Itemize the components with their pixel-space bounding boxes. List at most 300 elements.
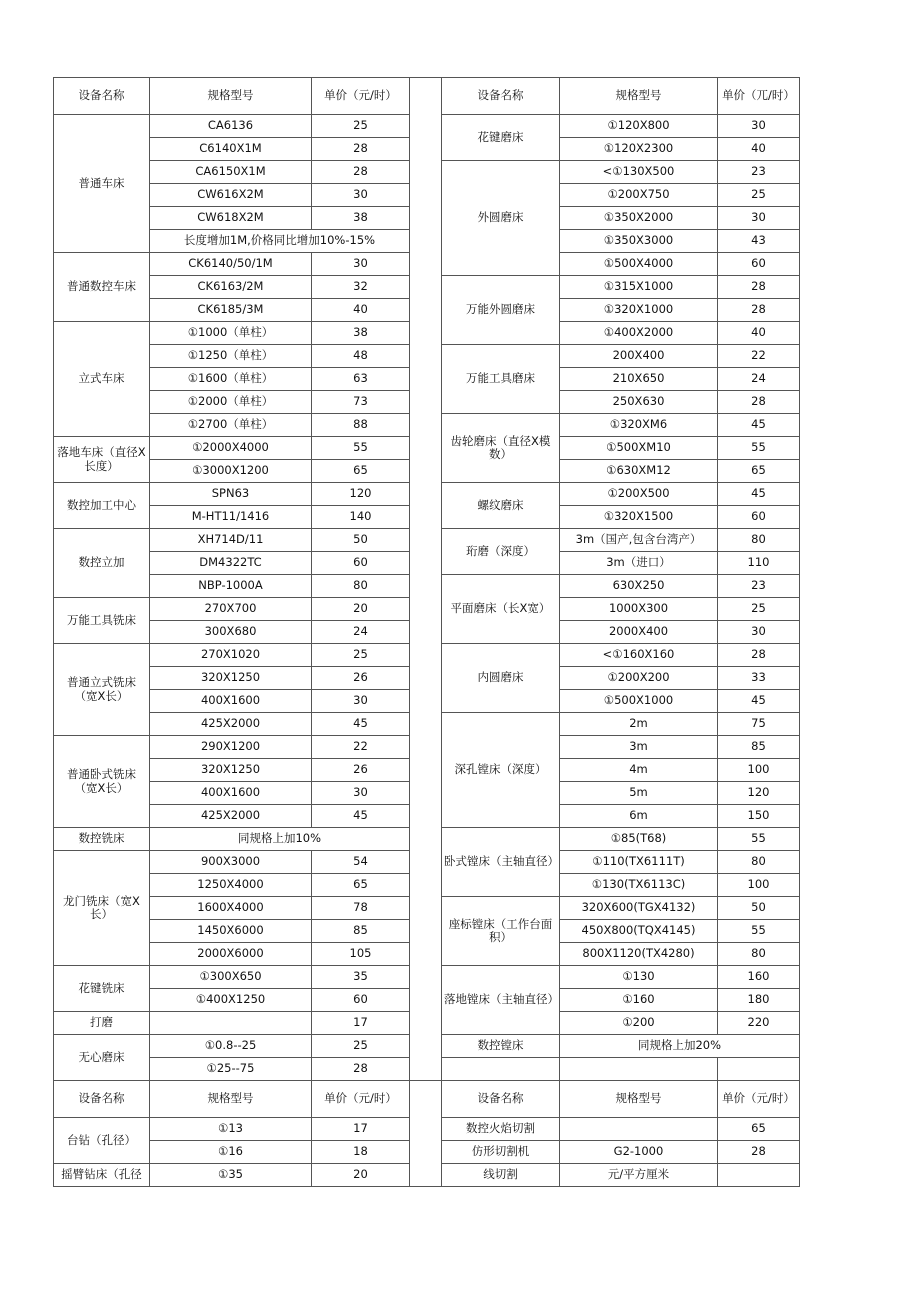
price-cell: 26 [312,759,410,782]
gap-column [410,575,442,598]
table-row [54,966,800,989]
gap-column [410,736,442,759]
price-cell: 40 [718,138,800,161]
table-row [54,759,800,782]
equipment-name: 万能工具磨床 [442,345,560,414]
spec-cell: 400X1600 [150,782,312,805]
spec-cell: 270X1020 [150,644,312,667]
price-cell: 40 [312,299,410,322]
price-cell: 60 [312,552,410,575]
table-row [54,1164,800,1187]
price-cell: 45 [718,690,800,713]
spec-cell: DM4322TC [150,552,312,575]
equipment-name: 螺纹磨床 [442,483,560,529]
empty-cell [718,1058,800,1081]
price-cell: 88 [312,414,410,437]
header-row [54,78,800,115]
price-cell: 30 [312,782,410,805]
table-row [54,874,800,897]
spec-cell: ①320XM6 [560,414,718,437]
gap-column [410,1012,442,1035]
table-row [54,276,800,299]
header-price: 单价（元/时） [718,1081,800,1118]
table-row [54,1118,800,1141]
price-cell: 23 [718,575,800,598]
spec-cell: <①160X160 [560,644,718,667]
gap-column [410,345,442,368]
header-name: 设备名称 [54,78,150,115]
equipment-name: 万能工具铣床 [54,598,150,644]
price-cell: 60 [718,253,800,276]
table-row [54,299,800,322]
price-cell: 30 [718,115,800,138]
spec-cell: ①200X200 [560,667,718,690]
spec-cell: 320X600(TGX4132) [560,897,718,920]
price-cell: 220 [718,1012,800,1035]
table-row [54,1012,800,1035]
spec-cell: ①1000（单柱） [150,322,312,345]
spec-cell: ①320X1000 [560,299,718,322]
equipment-name: 数控镗床 [442,1035,560,1058]
spec-cell: ①1250（单柱） [150,345,312,368]
header-name: 设备名称 [54,1081,150,1118]
equipment-name: 万能外圆磨床 [442,276,560,345]
spec-cell: 900X3000 [150,851,312,874]
table-row [54,713,800,736]
gap-column [410,920,442,943]
table-row [54,1035,800,1058]
spec-cell: 290X1200 [150,736,312,759]
gap-column [410,207,442,230]
spec-cell: C6140X1M [150,138,312,161]
gap-column [410,161,442,184]
gap-column [410,184,442,207]
spec-cell: ①130(TX6113C) [560,874,718,897]
price-cell: 23 [718,161,800,184]
gap-column [410,391,442,414]
price-cell: 18 [312,1141,410,1164]
spec-cell: 270X700 [150,598,312,621]
table-row [54,598,800,621]
price-cell: 100 [718,759,800,782]
gap-column [410,368,442,391]
table-row [54,483,800,506]
header-spec: 规格型号 [560,78,718,115]
price-cell: 30 [718,207,800,230]
spec-cell: XH714D/11 [150,529,312,552]
gap-column [410,759,442,782]
price-cell: 50 [312,529,410,552]
equipment-name: 齿轮磨床（直径X模数） [442,414,560,483]
price-cell: 28 [718,1141,800,1164]
table-row [54,1141,800,1164]
spec-cell: ①85(T68) [560,828,718,851]
equipment-name: 珩磨（深度） [442,529,560,575]
table-row [54,161,800,184]
price-cell: 25 [718,598,800,621]
price-cell: 38 [312,322,410,345]
price-cell: 80 [718,529,800,552]
note-cell: 同规格上加10% [150,828,410,851]
price-cell: 17 [312,1012,410,1035]
price-cell: 73 [312,391,410,414]
table-row [54,322,800,345]
table-row [54,943,800,966]
spec-cell: 250X630 [560,391,718,414]
spec-cell: ①130 [560,966,718,989]
spec-cell: 4m [560,759,718,782]
equipment-name: 数控铣床 [54,828,150,851]
price-cell: 75 [718,713,800,736]
spec-cell: CA6150X1M [150,161,312,184]
spec-cell: M-HT11/1416 [150,506,312,529]
spec-cell: 元/平方厘米 [560,1164,718,1187]
spec-cell: ①120X2300 [560,138,718,161]
header-name: 设备名称 [442,78,560,115]
price-cell: 45 [312,713,410,736]
header-spec: 规格型号 [560,1081,718,1118]
price-cell: 63 [312,368,410,391]
spec-cell: ①2000X4000 [150,437,312,460]
table-row [54,575,800,598]
spec-cell: ①35 [150,1164,312,1187]
header-row [54,1081,800,1118]
price-cell: 120 [312,483,410,506]
price-cell: 28 [312,161,410,184]
table-row [54,552,800,575]
spec-cell: ①500X4000 [560,253,718,276]
empty-cell [560,1058,718,1081]
table-row [54,805,800,828]
header-spec: 规格型号 [150,78,312,115]
spec-cell: <①130X500 [560,161,718,184]
equipment-name: 仿形切割机 [442,1141,560,1164]
spec-cell: ①400X2000 [560,322,718,345]
spec-cell: 2000X6000 [150,943,312,966]
spec-cell: 2000X400 [560,621,718,644]
table-row [54,253,800,276]
gap-column [410,552,442,575]
spec-cell: NBP-1000A [150,575,312,598]
spec-cell: ①200X500 [560,483,718,506]
table-row [54,391,800,414]
price-cell: 120 [718,782,800,805]
gap-column [410,529,442,552]
equipment-name: 座标镗床（工作台面积） [442,897,560,966]
equipment-name: 摇臂钻床（孔径 [54,1164,150,1187]
equipment-name: 线切割 [442,1164,560,1187]
price-cell: 140 [312,506,410,529]
price-cell: 38 [312,207,410,230]
equipment-name: 龙门铣床（宽X长） [54,851,150,966]
equipment-name: 打磨 [54,1012,150,1035]
gap-column [410,230,442,253]
equipment-name: 平面磨床（长X宽） [442,575,560,644]
price-cell: 25 [312,1035,410,1058]
spec-cell: 3m（进口） [560,552,718,575]
gap-column [410,437,442,460]
price-cell: 30 [312,253,410,276]
price-cell: 30 [312,690,410,713]
price-cell: 40 [718,322,800,345]
price-cell: 24 [312,621,410,644]
price-cell: 28 [312,1058,410,1081]
price-cell: 80 [718,851,800,874]
spec-cell: ①630XM12 [560,460,718,483]
price-cell: 80 [312,575,410,598]
price-cell: 26 [312,667,410,690]
price-cell: 85 [718,736,800,759]
price-cell [718,1164,800,1187]
price-cell: 85 [312,920,410,943]
gap-column [410,1081,442,1118]
price-cell: 20 [312,1164,410,1187]
gap-column [410,828,442,851]
spec-cell: ①13 [150,1118,312,1141]
price-cell: 60 [718,506,800,529]
price-cell: 65 [312,874,410,897]
price-cell: 54 [312,851,410,874]
spec-cell: CA6136 [150,115,312,138]
price-cell: 60 [312,989,410,1012]
header-spec: 规格型号 [150,1081,312,1118]
spec-cell: 400X1600 [150,690,312,713]
price-sheet [53,77,800,1187]
spec-cell: CW616X2M [150,184,312,207]
price-cell: 80 [718,943,800,966]
price-cell: 30 [312,184,410,207]
table-row [54,690,800,713]
spec-cell: ①200 [560,1012,718,1035]
table-row [54,989,800,1012]
spec-cell: 425X2000 [150,805,312,828]
table-row [54,345,800,368]
price-cell: 25 [718,184,800,207]
spec-cell: ①350X2000 [560,207,718,230]
note-cell: 长度增加1M,价格同比增加10%-15% [150,230,410,253]
equipment-name: 普通车床 [54,115,150,253]
price-cell: 24 [718,368,800,391]
spec-cell: ①16 [150,1141,312,1164]
gap-column [410,897,442,920]
gap-column [410,1035,442,1058]
spec-cell: 425X2000 [150,713,312,736]
gap-column [410,598,442,621]
spec-cell: ①120X800 [560,115,718,138]
spec-cell: 300X680 [150,621,312,644]
table-row [54,506,800,529]
price-cell: 160 [718,966,800,989]
equipment-name: 卧式镗床（主轴直径） [442,828,560,897]
gap-column [410,782,442,805]
table-row [54,621,800,644]
price-cell: 45 [312,805,410,828]
equipment-name: 普通数控车床 [54,253,150,322]
spec-cell: 1250X4000 [150,874,312,897]
table-row [54,184,800,207]
price-cell: 28 [718,299,800,322]
spec-cell: CK6140/50/1M [150,253,312,276]
spec-cell: CK6185/3M [150,299,312,322]
table-row [54,897,800,920]
spec-cell: ①110(TX6111T) [560,851,718,874]
table-row [54,207,800,230]
spec-cell: ①320X1500 [560,506,718,529]
spec-cell: 210X650 [560,368,718,391]
gap-column [410,506,442,529]
spec-cell: 320X1250 [150,667,312,690]
header-name: 设备名称 [442,1081,560,1118]
price-cell: 110 [718,552,800,575]
price-cell: 33 [718,667,800,690]
price-cell: 180 [718,989,800,1012]
table-row [54,460,800,483]
equipment-name: 数控火焰切割 [442,1118,560,1141]
spec-cell: 630X250 [560,575,718,598]
price-cell: 100 [718,874,800,897]
spec-cell: ①200X750 [560,184,718,207]
header-price: 单价（元/时） [312,78,410,115]
price-cell: 25 [312,644,410,667]
gap-column [410,874,442,897]
note-cell: 同规格上加20% [560,1035,800,1058]
gap-column [410,644,442,667]
price-cell: 65 [718,1118,800,1141]
gap-column [410,966,442,989]
spec-cell: 1450X6000 [150,920,312,943]
price-cell: 28 [718,644,800,667]
gap-column [410,1118,442,1141]
equipment-name: 台钻（孔径） [54,1118,150,1164]
table-row [54,414,800,437]
equipment-name: 落地车床（直径X长度） [54,437,150,483]
price-cell: 78 [312,897,410,920]
table-row [54,138,800,161]
spec-cell: 6m [560,805,718,828]
price-cell: 55 [718,920,800,943]
price-cell: 150 [718,805,800,828]
spec-cell: 1600X4000 [150,897,312,920]
table-row [54,782,800,805]
gap-column [410,1164,442,1187]
price-cell: 28 [718,276,800,299]
spec-cell: 2m [560,713,718,736]
price-cell: 65 [718,460,800,483]
price-cell: 28 [312,138,410,161]
price-cell: 28 [718,391,800,414]
spec-cell: ①500X1000 [560,690,718,713]
spec-cell: ①2700（单柱） [150,414,312,437]
equipment-name: 普通卧式铣床（宽X长） [54,736,150,828]
spec-cell: ①500XM10 [560,437,718,460]
price-cell: 17 [312,1118,410,1141]
spec-cell: CK6163/2M [150,276,312,299]
price-cell: 105 [312,943,410,966]
spec-cell: 800X1120(TX4280) [560,943,718,966]
gap-column [410,253,442,276]
equipment-name: 落地镗床（主轴直径） [442,966,560,1035]
equipment-name: 无心磨床 [54,1035,150,1081]
gap-column [410,713,442,736]
spec-cell: 3m（国产,包含台湾产） [560,529,718,552]
spec-cell: SPN63 [150,483,312,506]
equipment-name: 内圆磨床 [442,644,560,713]
table-row [54,644,800,667]
gap-column [410,276,442,299]
table-row [54,437,800,460]
gap-column [410,115,442,138]
price-cell: 50 [718,897,800,920]
gap-column [410,460,442,483]
spec-cell: 3m [560,736,718,759]
spec-cell: 450X800(TQX4145) [560,920,718,943]
spec-cell: ①1600（单柱） [150,368,312,391]
equipment-name: 花键铣床 [54,966,150,1012]
gap-column [410,621,442,644]
gap-column [410,322,442,345]
price-cell: 20 [312,598,410,621]
equipment-name: 数控立加 [54,529,150,598]
spec-cell: CW618X2M [150,207,312,230]
gap-column [410,483,442,506]
spec-cell: ①25--75 [150,1058,312,1081]
price-cell: 35 [312,966,410,989]
table-row [54,851,800,874]
spec-cell: ①0.8--25 [150,1035,312,1058]
table-row [54,1058,800,1081]
spec-cell [560,1118,718,1141]
gap-column [410,138,442,161]
price-cell: 45 [718,483,800,506]
price-cell: 43 [718,230,800,253]
table-row [54,368,800,391]
table-row [54,667,800,690]
price-table [53,77,800,1187]
spec-cell: ①160 [560,989,718,1012]
gap-column [410,667,442,690]
table-row [54,736,800,759]
price-cell: 25 [312,115,410,138]
table-row [54,920,800,943]
price-cell: 32 [312,276,410,299]
table-row [54,828,800,851]
spec-cell: 200X400 [560,345,718,368]
gap-column [410,1058,442,1081]
price-cell: 55 [718,437,800,460]
spec-cell: ①315X1000 [560,276,718,299]
spec-cell: ①350X3000 [560,230,718,253]
gap-column [410,299,442,322]
gap-column [410,989,442,1012]
spec-cell [150,1012,312,1035]
equipment-name: 立式车床 [54,322,150,437]
spec-cell: ①300X650 [150,966,312,989]
price-cell: 30 [718,621,800,644]
gap-column [410,805,442,828]
table-row [54,529,800,552]
price-cell: 55 [718,828,800,851]
spec-cell: ①400X1250 [150,989,312,1012]
gap-column [410,690,442,713]
price-cell: 55 [312,437,410,460]
gap-column [410,943,442,966]
price-cell: 22 [312,736,410,759]
price-cell: 22 [718,345,800,368]
equipment-name: 深孔镗床（深度） [442,713,560,828]
price-cell: 45 [718,414,800,437]
spec-cell: ①2000（单柱） [150,391,312,414]
equipment-name: 数控加工中心 [54,483,150,529]
